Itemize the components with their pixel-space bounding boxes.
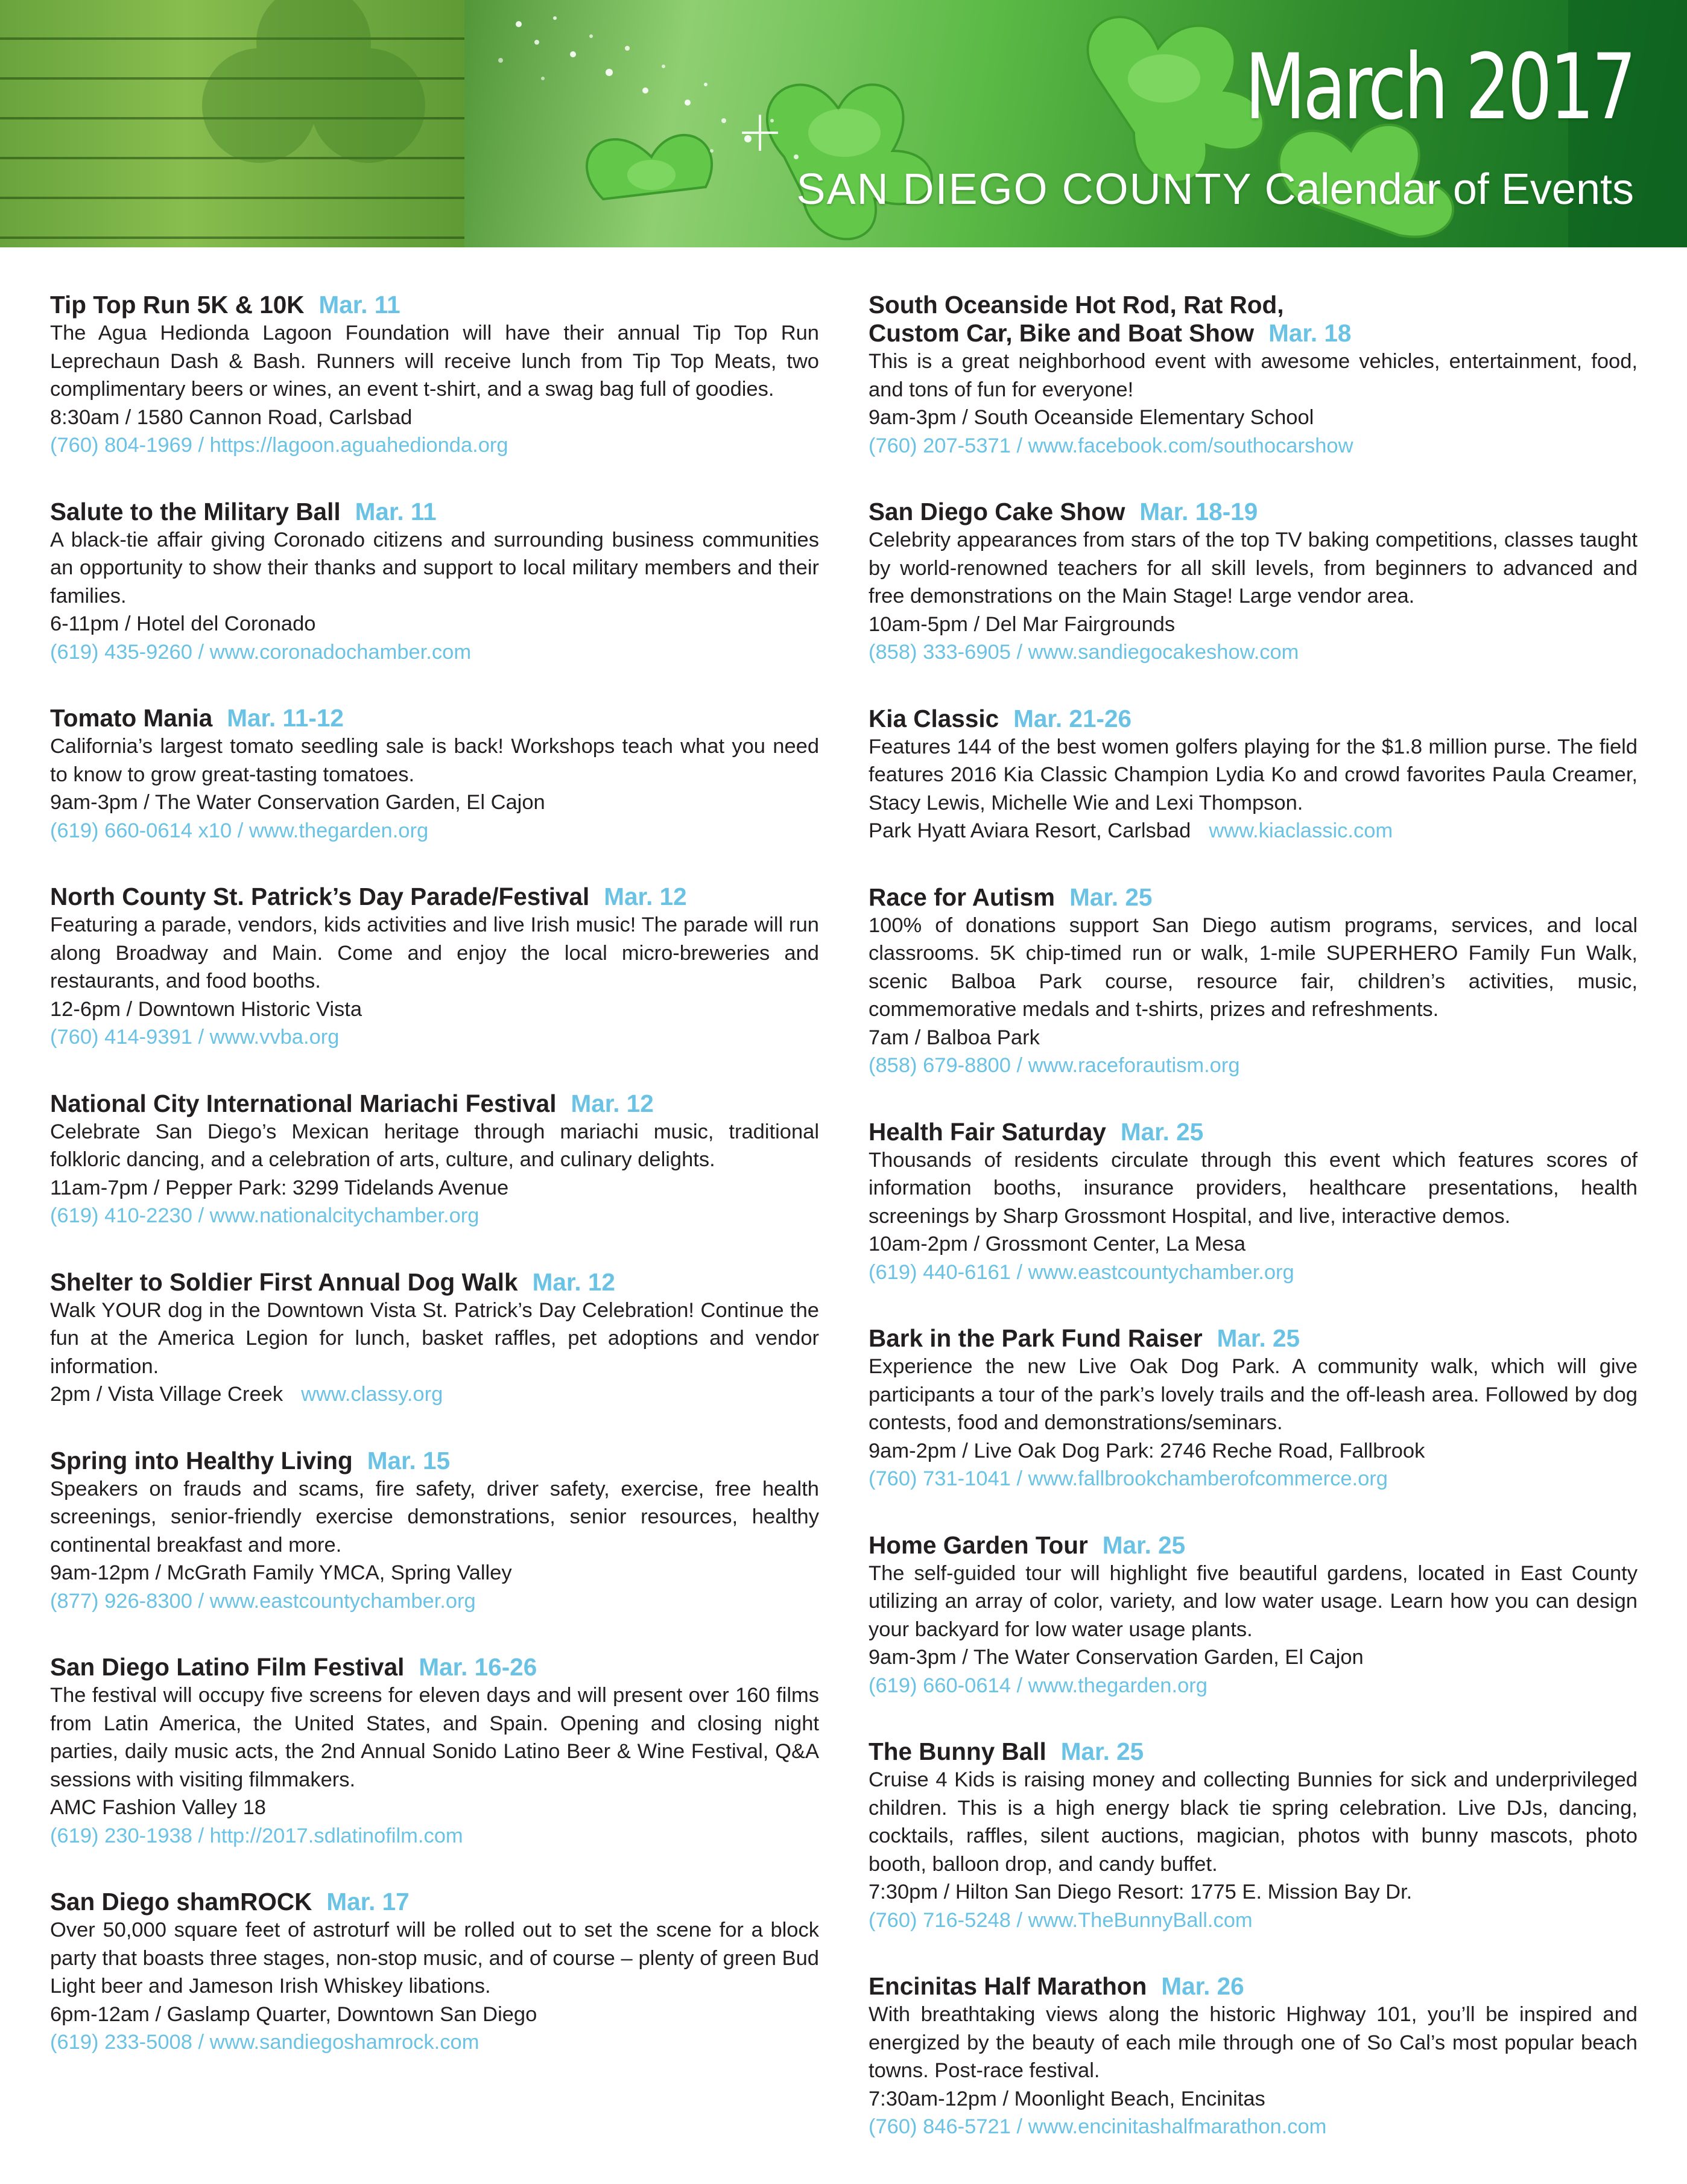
- event-item: [50, 1268, 819, 1409]
- event-description: The self-guided tour will highlight five beautiful gardens, located in East County utilizing an array of color, variety, and low water usage. Learn how you can design your backyard for low water usage plants.: [869, 1561, 1638, 1641]
- event-item: [869, 1324, 1638, 1493]
- event-description: The festival will occupy five screens for eleven days and will present over 160 films from Latin America, the United States, and Spain. Opening and closing night parties, daily music acts, the 2nd Annual Sonido Latino Beer & Wine Festival, Q&A sessions with visiting filmmakers.: [50, 1684, 819, 1791]
- right-column: [869, 291, 1638, 2179]
- event-time-place: 6-11pm / Hotel del Coronado: [50, 612, 316, 635]
- event-time-place: 9am-3pm / The Water Conservation Garden, El Cajon: [869, 1646, 1364, 1669]
- event-time-place: 6pm-12am / Gaslamp Quarter, Downtown San Diego: [50, 2002, 537, 2026]
- event-item: [50, 1447, 819, 1616]
- event-date: Mar. 18-19: [1139, 498, 1258, 525]
- event-date: Mar. 12: [571, 1089, 654, 1117]
- event-title: [869, 1972, 1638, 2001]
- event-date: Mar. 11: [318, 291, 400, 319]
- event-item: [869, 883, 1638, 1080]
- event-title: [50, 704, 819, 732]
- event-title: [869, 1324, 1638, 1353]
- event-time-place: 9am-2pm / Live Oak Dog Park: 2746 Reche Road, Fallbrook: [869, 1439, 1425, 1462]
- event-contact-link[interactable]: (619) 440-6161 / www.eastcountychamber.org: [869, 1260, 1294, 1284]
- event-item: [50, 498, 819, 667]
- event-time-place: 12-6pm / Downtown Historic Vista: [50, 997, 362, 1021]
- event-title: [50, 498, 819, 526]
- event-description: With breathtaking views along the historic Highway 101, you’ll be inspired and energized by the beauty of each mile through one of So Cal’s most popular beach towns. Post-race festival.: [869, 2003, 1638, 2082]
- event-name: Spring into Healthy Living: [50, 1446, 353, 1475]
- event-date: Mar. 15: [367, 1446, 451, 1475]
- event-date: Mar. 25: [1120, 1117, 1204, 1146]
- event-time-place-text: Park Hyatt Aviara Resort, Carlsbad: [869, 819, 1191, 842]
- event-item: [50, 704, 819, 845]
- event-title: [50, 291, 819, 319]
- event-description: Walk YOUR dog in the Downtown Vista St. Patrick’s Day Celebration! Continue the fun at the America Legion for lunch, basket raffles, pet adoptions and vendor information.: [50, 1298, 819, 1378]
- event-description: Cruise 4 Kids is raising money and collecting Bunnies for sick and underprivileged children. This is a high energy black tie spring celebration. Live DJs, dancing, cocktails, raffles, silent auctions, magician, photos with bunny mascots, photo booth, balloon drop, and candy buffet.: [869, 1768, 1638, 1876]
- event-title: [50, 1653, 819, 1681]
- event-date: Mar. 26: [1161, 1972, 1244, 2000]
- event-time-place: 7:30pm / Hilton San Diego Resort: 1775 E. Mission Bay Dr.: [869, 1881, 1413, 1903]
- event-description: California’s largest tomato seedling sale is back! Workshops teach what you need to know to grow great-tasting tomatoes.: [50, 735, 819, 786]
- event-date: Mar. 11-12: [227, 704, 344, 732]
- event-name: San Diego Latino Film Festival: [50, 1653, 405, 1681]
- event-name: Encinitas Half Marathon: [869, 1972, 1147, 2000]
- event-website-link[interactable]: www.kiaclassic.com: [1209, 819, 1393, 842]
- event-website-link[interactable]: www.classy.org: [301, 1383, 443, 1406]
- event-title: [869, 1118, 1638, 1146]
- event-contact-link[interactable]: (877) 926-8300 / www.eastcountychamber.org: [50, 1589, 476, 1613]
- event-name: Health Fair Saturday: [869, 1117, 1106, 1146]
- event-contact-link[interactable]: (619) 410-2230 / www.nationalcitychamber.org: [50, 1204, 480, 1227]
- event-date: Mar. 25: [1102, 1531, 1186, 1559]
- event-time-place: 9am-12pm / McGrath Family YMCA, Spring Valley: [50, 1561, 512, 1584]
- event-contact-link[interactable]: (619) 660-0614 / www.thegarden.org: [869, 1674, 1207, 1697]
- event-name: Salute to the Military Ball: [50, 497, 341, 525]
- event-name: Custom Car, Bike and Boat Show: [869, 319, 1255, 347]
- event-contact-link[interactable]: (619) 660-0614 x10 / www.thegarden.org: [50, 819, 429, 842]
- event-time-place: 8:30am / 1580 Cannon Road, Carlsbad: [50, 405, 413, 429]
- event-description: The Agua Hedionda Lagoon Foundation will have their annual Tip Top Run Leprechaun Dash & Bash. Runners will receive lunch from Tip Top Meats, two complimentary beers or wines, an event t-shirt, and a swag bag full of goodies.: [50, 322, 819, 401]
- event-item: [50, 291, 819, 460]
- event-name: Home Garden Tour: [869, 1531, 1088, 1559]
- event-name: San Diego Cake Show: [869, 498, 1125, 525]
- event-item: [869, 1738, 1638, 1934]
- event-item: [869, 291, 1638, 460]
- event-title: [869, 705, 1638, 733]
- event-item: [50, 1888, 819, 2057]
- event-time-place: 11am-7pm / Pepper Park: 3299 Tidelands Avenue: [50, 1176, 509, 1199]
- event-title: [869, 498, 1638, 526]
- page-subtitle: [796, 165, 1634, 214]
- county-name: SAN DIEGO COUNTY: [796, 165, 1253, 214]
- event-title: [869, 1531, 1638, 1560]
- event-description: Celebrate San Diego’s Mexican heritage through mariachi music, traditional folkloric dancing, and a celebration of arts, culture, and culinary delights.: [50, 1120, 819, 1171]
- event-date: Mar. 11: [355, 497, 437, 525]
- event-time-place-text: 2pm / Vista Village Creek: [50, 1383, 283, 1406]
- event-description: This is a great neighborhood event with awesome vehicles, entertainment, food, and tons of fun for everyone!: [869, 350, 1638, 401]
- event-time-place: [869, 817, 1638, 845]
- event-contact-link[interactable]: (760) 731-1041 / www.fallbrookchamberofcommerce.org: [869, 1467, 1388, 1490]
- event-description: A black-tie affair giving Coronado citizens and surrounding business communities an opportunity to show their thanks and support to local military members and their families.: [50, 528, 819, 608]
- event-item: [50, 1653, 819, 1850]
- event-date: Mar. 25: [1060, 1738, 1144, 1765]
- event-contact-link[interactable]: (760) 207-5371 / www.facebook.com/southocarshow: [869, 434, 1353, 457]
- event-date: Mar. 17: [326, 1888, 410, 1916]
- subtitle-rest: Calendar of Events: [1264, 165, 1634, 214]
- event-title-line1: South Oceanside Hot Rod, Rat Rod,: [869, 291, 1284, 319]
- event-date: Mar. 12: [532, 1268, 615, 1296]
- event-title: [50, 1447, 819, 1475]
- event-item: [869, 1531, 1638, 1700]
- event-date: Mar. 12: [604, 883, 687, 910]
- event-name: National City International Mariachi Festival: [50, 1089, 557, 1117]
- event-item: [50, 1090, 819, 1230]
- event-contact-link[interactable]: (858) 333-6905 / www.sandiegocakeshow.com: [869, 641, 1299, 664]
- event-contact-link[interactable]: (858) 679-8800 / www.raceforautism.org: [869, 1054, 1240, 1077]
- event-description: Speakers on frauds and scams, fire safety, driver safety, exercise, free health screenings, senior-friendly exercise demonstrations, senior resources, healthy continental breakfast and more.: [50, 1477, 819, 1557]
- event-date: Mar. 25: [1069, 883, 1153, 911]
- event-item: [869, 498, 1638, 667]
- event-description: Featuring a parade, vendors, kids activities and live Irish music! The parade will run along Broadway and Main. Come and enjoy the local micro-breweries and restaurants, and food booths.: [50, 913, 819, 992]
- event-time-place: 9am-3pm / The Water Conservation Garden, El Cajon: [50, 791, 545, 814]
- event-time-place: 9am-3pm / South Oceanside Elementary School: [869, 406, 1314, 429]
- event-name: Shelter to Soldier First Annual Dog Walk: [50, 1268, 518, 1296]
- event-title: [50, 1888, 819, 1916]
- event-contact-link[interactable]: (619) 230-1938 / http://2017.sdlatinofilm.com: [50, 1824, 463, 1847]
- left-column: [50, 291, 819, 2095]
- event-contact-link[interactable]: (619) 435-9260 / www.coronadochamber.com: [50, 640, 472, 664]
- event-time-place: [50, 1380, 819, 1409]
- event-time-place: 10am-2pm / Grossmont Center, La Mesa: [869, 1233, 1246, 1255]
- page-title: March 2017: [1245, 35, 1634, 140]
- event-description: 100% of donations support San Diego autism programs, services, and local classrooms. 5K chip-timed run or walk, 1-mile SUPERHERO Family Fun Walk, scenic Balboa Park course, resource fair, children’s activities, music, commemorative medals and t-shirts, prizes and refreshments.: [869, 913, 1638, 1021]
- event-name: Bark in the Park Fund Raiser: [869, 1324, 1203, 1352]
- event-date: Mar. 18: [1268, 319, 1352, 347]
- event-contact-link[interactable]: (760) 846-5721 / www.encinitashalfmarathon.com: [869, 2115, 1327, 2138]
- event-description: Features 144 of the best women golfers playing for the $1.8 million purse. The field features 2016 Kia Classic Champion Lydia Ko and crowd favorites Paula Creamer, Stacy Lewis, Michelle Wie and Lexi Thompson.: [869, 735, 1638, 814]
- event-name: Kia Classic: [869, 704, 999, 732]
- event-description: Thousands of residents circulate through this event which features scores of information booths, insurance providers, healthcare presentations, health screenings by Sharp Grossmont Hospital, and live, interactive demos.: [869, 1148, 1638, 1228]
- event-title: [50, 883, 819, 911]
- event-item: [869, 705, 1638, 845]
- event-time-place: AMC Fashion Valley 18: [50, 1796, 266, 1819]
- event-date: Mar. 16-26: [419, 1653, 537, 1681]
- event-contact-link[interactable]: (619) 233-5008 / www.sandiegoshamrock.com: [50, 2031, 480, 2054]
- event-contact-link[interactable]: (760) 716-5248 / www.TheBunnyBall.com: [869, 1908, 1253, 1932]
- event-contact-link[interactable]: (760) 804-1969 / https://lagoon.aguahedionda.org: [50, 434, 508, 457]
- event-date: Mar. 25: [1217, 1324, 1300, 1352]
- event-description: Over 50,000 square feet of astroturf will be rolled out to set the scene for a block party that boasts three stages, non-stop music, and of course – plenty of green Bud Light beer and Jameson Irish Whiskey libations.: [50, 1919, 819, 1998]
- event-contact-link[interactable]: (760) 414-9391 / www.vvba.org: [50, 1026, 340, 1049]
- event-date: Mar. 21-26: [1013, 704, 1132, 732]
- event-name: Race for Autism: [869, 883, 1056, 911]
- event-name: Tip Top Run 5K & 10K: [50, 291, 305, 319]
- event-description: Experience the new Live Oak Dog Park. A community walk, which will give participants a tour of the park’s lovely trails and the off-leash area. Followed by dog contests, food and demonstrations/seminars.: [869, 1355, 1638, 1434]
- event-title: [869, 883, 1638, 912]
- header-banner: [0, 0, 1687, 247]
- event-item: [869, 1972, 1638, 2141]
- event-item: [869, 1118, 1638, 1287]
- event-time-place: 10am-5pm / Del Mar Fairgrounds: [869, 612, 1176, 636]
- event-time-place: 7:30am-12pm / Moonlight Beach, Encinitas: [869, 2087, 1265, 2110]
- event-title: [50, 1268, 819, 1297]
- event-title: [50, 1090, 819, 1118]
- event-name: The Bunny Ball: [869, 1738, 1046, 1765]
- event-name: Tomato Mania: [50, 704, 213, 732]
- event-title: [869, 1738, 1638, 1766]
- event-time-place: 7am / Balboa Park: [869, 1026, 1040, 1049]
- event-item: [50, 883, 819, 1052]
- event-name: North County St. Patrick’s Day Parade/Festival: [50, 883, 590, 910]
- event-description: Celebrity appearances from stars of the top TV baking competitions, classes taught by world-renowned teachers for all skill levels, from beginners to advanced and free demonstrations on the Main Stage! Large vendor area.: [869, 529, 1638, 608]
- event-title: [869, 319, 1638, 348]
- event-name: San Diego shamROCK: [50, 1888, 312, 1916]
